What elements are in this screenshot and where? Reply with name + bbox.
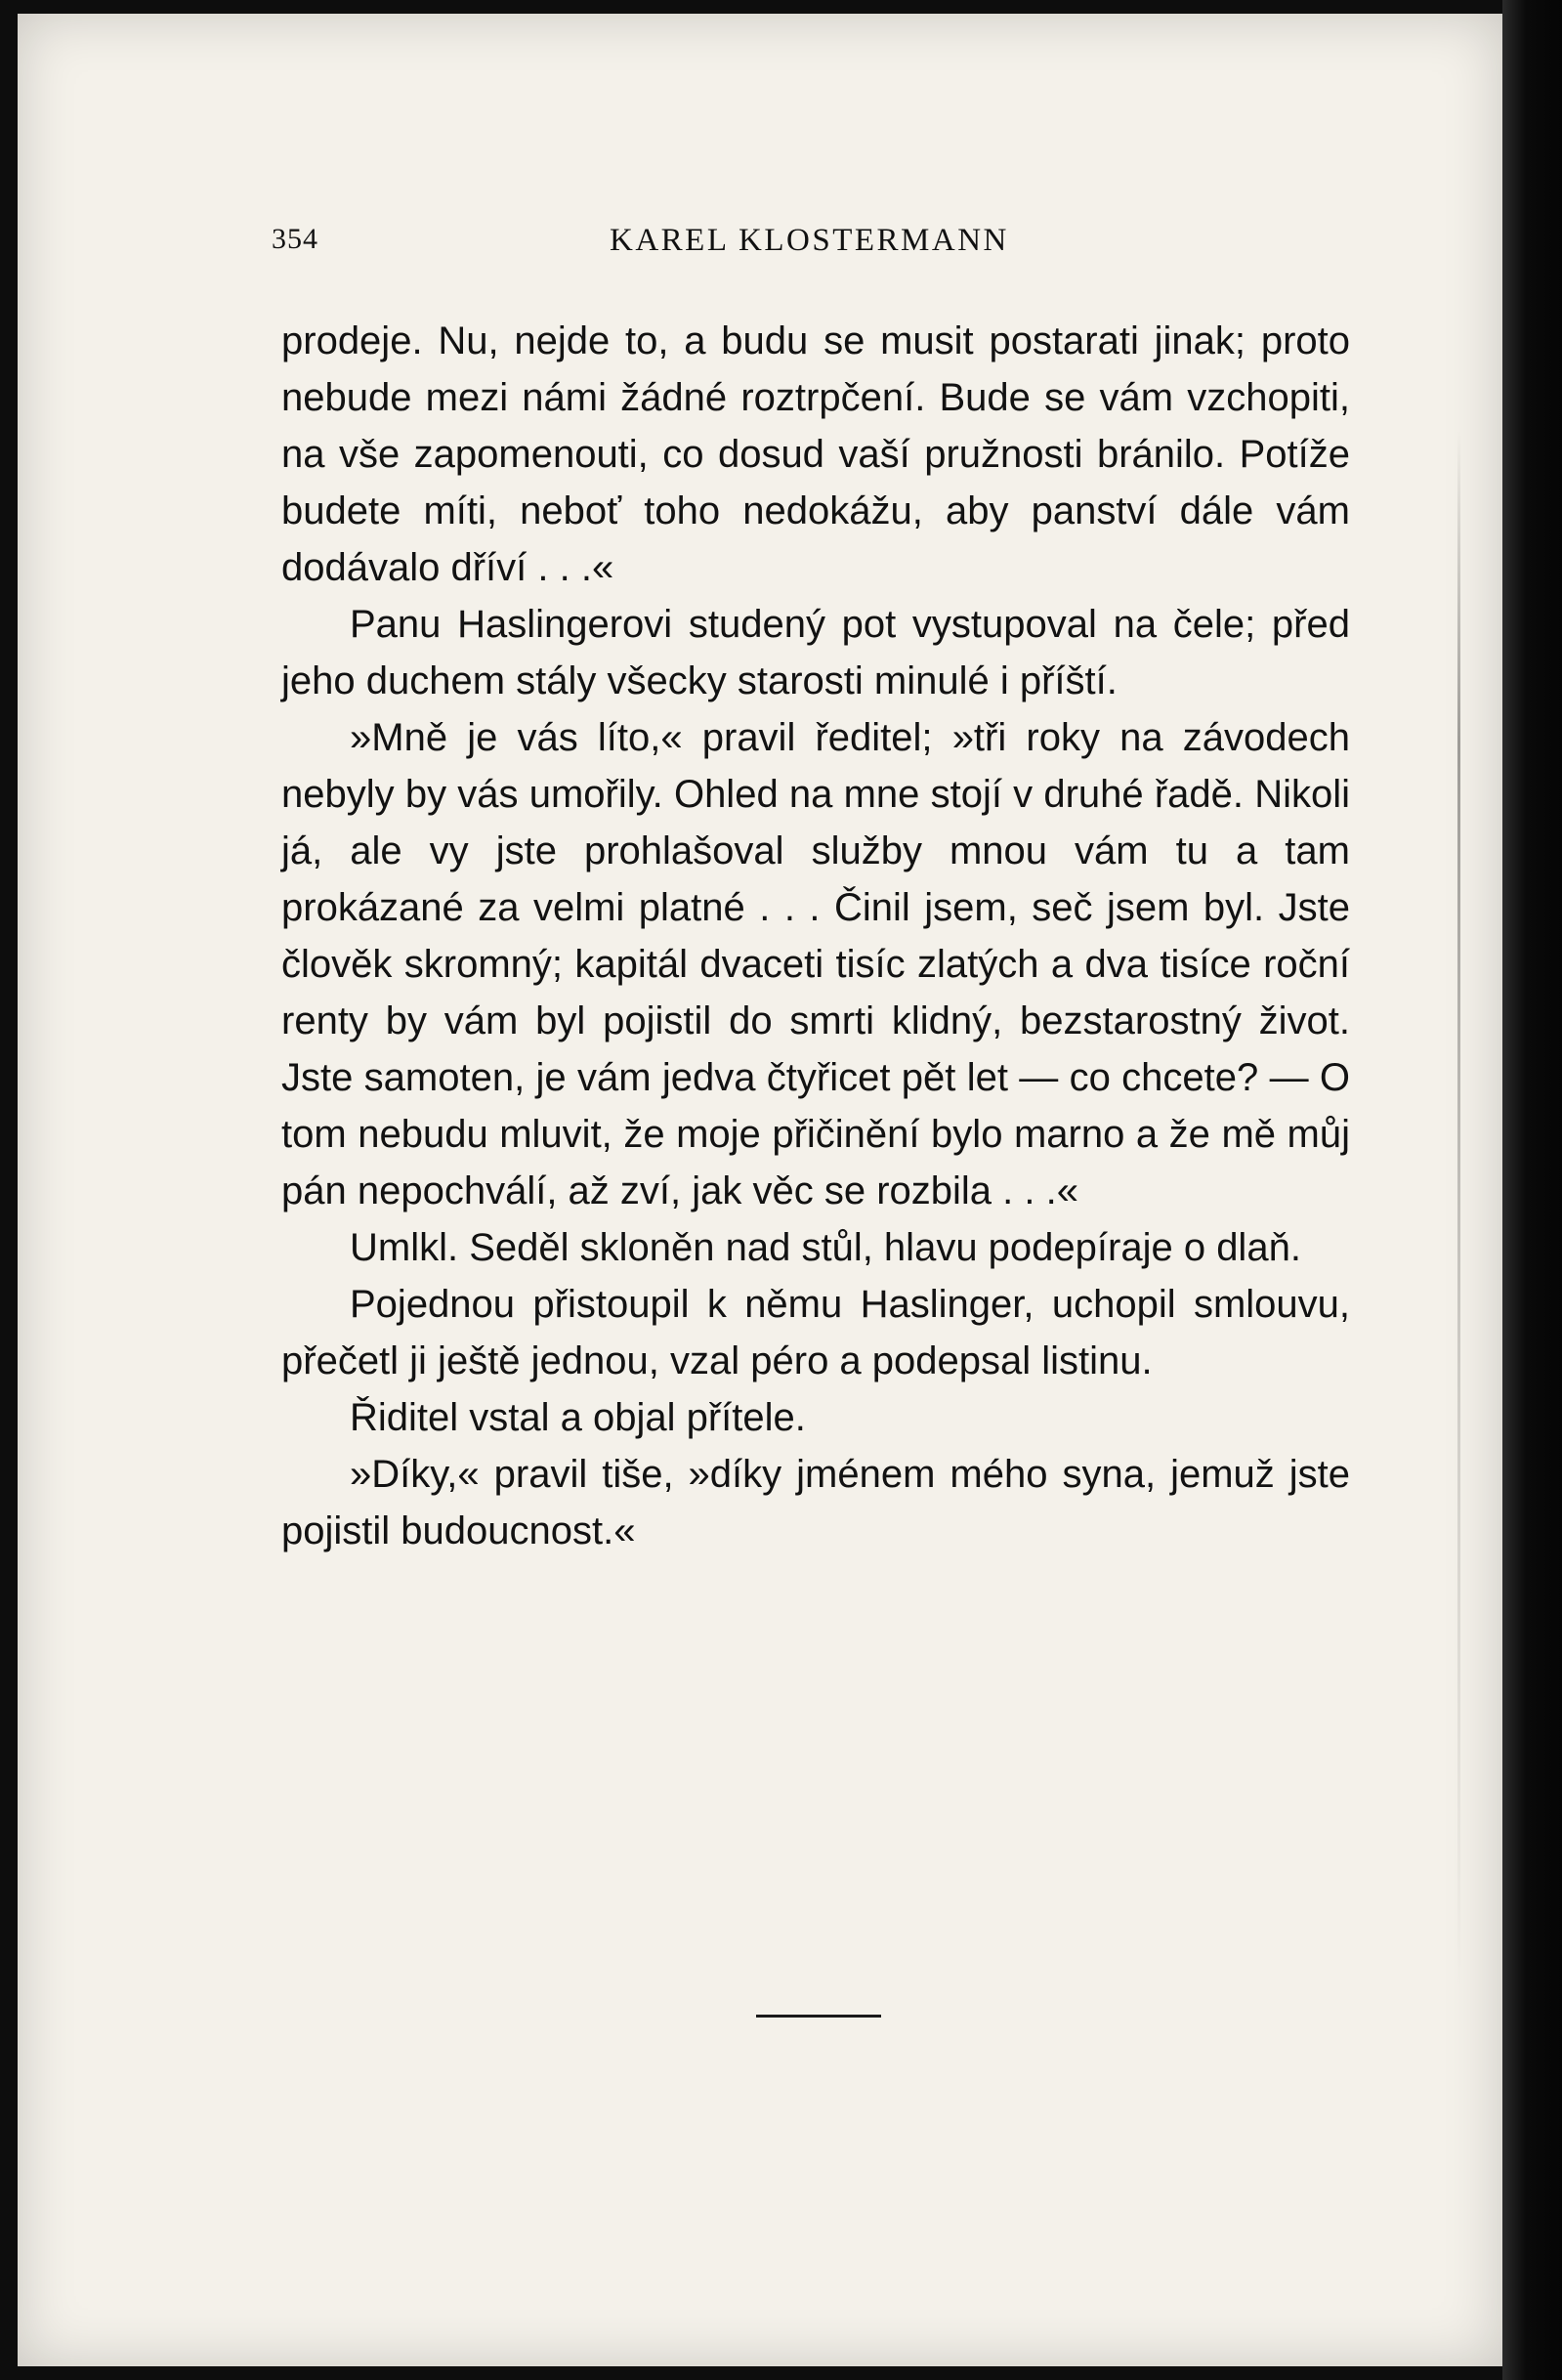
paragraph: Řiditel vstal a objal přítele. bbox=[350, 1396, 806, 1439]
paragraph: Umlkl. Seděl skloněn nad stůl, hlavu podepíraje o dlaň. bbox=[350, 1226, 1301, 1269]
paragraph-continued: prodeje. Nu, nejde to, a budu se musit postarati jinak; proto nebude mezi námi žádné roztrpčení. Bude se vám vzchopiti, na vše zapomenouti, co dosud vaší pružnosti bránilo. Potíže budete míti, neboť toho nedokážu, aby panství dále vám dodávalo dříví . . .« bbox=[281, 319, 1350, 589]
paragraph: Pojednou přistoupil k němu Haslinger, uchopil smlouvu, přečetl ji ještě jednou, vzal péro a podepsal listinu. bbox=[281, 1283, 1350, 1382]
page-number: 354 bbox=[272, 223, 318, 255]
paragraph: »Mně je vás líto,« pravil ředitel; »tři roky na závodech nebyly by vás umořily. Ohled na mne stojí v druhé řadě. Nikoli já, ale vy jste prohlašoval služby mnou vám tu a tam prokázané za velmi platné . . . Činil jsem, seč jsem byl. Jste člověk skromný; kapitál dvaceti tisíc zlatých a dva tisíce roční renty by vám byl pojistil do smrti klidný, bezstarostný život. Jste samoten, je vám jedva čtyřicet pět let — co chcete? — O tom nebudu mluvit, že moje přičinění bylo marno a že mě můj pán nepochválí, až zví, jak věc se rozbila . . .« bbox=[281, 716, 1350, 1212]
page-header bbox=[272, 223, 1346, 272]
body-text bbox=[281, 313, 1350, 1559]
scan-dark-edge bbox=[1502, 0, 1562, 2380]
paragraph: »Díky,« pravil tiše, »díky jménem mého syna, jemuž jste pojistil budoucnost.« bbox=[281, 1453, 1350, 1552]
page-fold-shadow bbox=[1457, 430, 1460, 1993]
chapter-end-rule bbox=[756, 2015, 881, 2018]
running-head-author: KAREL KLOSTERMANN bbox=[610, 223, 1009, 258]
paragraph: Panu Haslingerovi studený pot vystupoval na čele; před jeho duchem stály všecky starosti minulé i příští. bbox=[281, 603, 1350, 702]
